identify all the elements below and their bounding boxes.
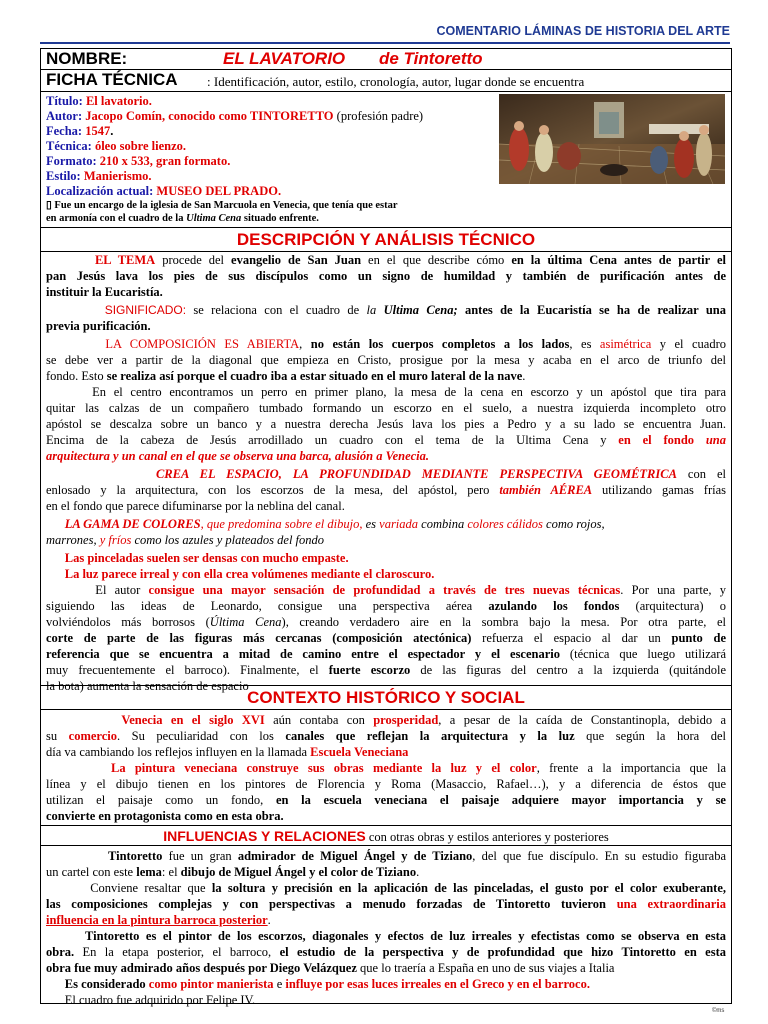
section-contexto-heading: CONTEXTO HISTÓRICO Y SOCIAL [40,686,732,710]
nombre-row [40,48,732,70]
document-header: COMENTARIO LÁMINAS DE HISTORIA DEL ARTE [436,24,730,38]
influencias-body: Tintoretto fue un gran admirador de Miguel Ángel y de Tiziano, del que fue discípulo. En su estudio figuraba un cartel con este lema: el dibujo de Miguel Ángel y el color de Tiziano. Conviene resaltar que la soltura y precisión en la aplicación de las pinceladas, el gusto por el color exuberante, las composiciones complejas y con perspectivas a menudo forzadas de Tintoretto tuvieron una extraordinaria influencia en la pintura barroca posterior. Tintoretto es el pintor de los escorzos, diagonales y efectos de luz irreales y efectistas como se observa en esta obra. En la etapa posterior, el barroco, el estudio de la perspectiva y de profundidad que hizo Tintoretto en esta obra fue muy admirado años después por Diego Velázquez que lo traería a España en uno de sus viajes a Italia Es considerado como pintor manierista e influye por esas luces irreales en el Greco y en el barroco. El cuadro fue adquirido por Felipe IV. [46,849,727,1007]
ficha-row [40,70,732,92]
obra-title: EL LAVATORIO [223,49,346,68]
obra-author: de Tintoretto [379,49,483,68]
footer-mark: ©ms [712,1008,725,1014]
fecha-line: Fecha: 1547. [46,124,114,138]
ficha-desc: : Identificación, autor, estilo, cronología, autor, lugar donde se encuentra [207,74,585,89]
painting-thumbnail [499,94,725,184]
ficha-label: FICHA TÉCNICA [46,70,178,89]
titulo-line: Título: El lavatorio. [46,94,152,108]
section-influencias-heading: INFLUENCIAS Y RELACIONES con otras obras y estilos anteriores y posteriores [40,826,732,846]
descripcion-body: EL TEMA procede del evangelio de San Juan en el que describe cómo en la última Cena antes de partir el pan Jesús lava los pies de sus discípulos como un signo de humildad y también de purificación antes de instituir la Eucaristía. SIGNIFICADO: se relaciona con el cuadro de la Ultima Cena; antes de la Eucaristía se ha de realizar una previa purificación. LA COMPOSICIÓN ES ABIERTA, no están los cuerpos completos a los lados, es asimétrica y el cuadro se debe ver a partir de la diagonal que empieza en Cristo, prosigue por la mesa y acaba en el arco de triunfo del fondo. Esto se realiza así porque el cuadro iba a estar situado en el muro lateral de la nave. En el centro encontramos un perro en primer plano, la mesa de la cena en escorzo y un apóstol que tira para quitar las calzas de un compañero tumbado formando un escorzo en el suelo, a nuestra izquierda incompleto otro apóstol se descalza sobre un banco y a nuestra derecha Jesús lava los pies a Pedro y a su lado se encuentra Juan. Encima de la cabeza de Jesús arrodillado un cuadro con el tema de la Ultima Cena y en el fondo una arquitectura y un canal en el que se observa una barca, alusión a Venecia. CREA EL ESPACIO, LA PROFUNDIDAD MEDIANTE PERSPECTIVA GEOMÉTRICA con el enlosado y la arquitectura, con los escorzos de la mesa, del apóstol, pero también AÉREA utilizando gamas frías en el fondo que parece difuminarse por la neblina del canal. LA GAMA DE COLORES, que predomina sobre el dibujo, es variada combina colores cálidos como rojos, marrones, y fríos como los azules y plateados del fondo Las pinceladas suelen ser densas con mucho empaste. La luz parece irreal y con ella crea volúmenes mediante el claroscuro. El autor consigue una mayor sensación de profundidad a través de tres nuevas técnicas. Por una parte, y siguiendo las ideas de Leonardo, consigue una perspectiva aérea azulando los fondos (arquitectura) o volviéndolos más borrosos (Última Cena), creando verdadero aire en la sombra bajo la mesa. Por otra parte, el corte de parte de las figuras más cercanas (composición atectónica) refuerza el espacio al dar un punto de referencia que se encuentra a mitad de camino entre el espectador y el escenario (técnica que luego utilizará muy frecuentemente el barroco). Finalmente, el fuerte escorzo de las figuras del centro a la izquierda (quitándole la bota) aumenta la sensación de espacio [46,253,727,693]
autor-line: Autor: Jacopo Comín, conocido como TINTORETTO (profesión padre) [46,109,424,123]
estilo-line: Estilo: Manierismo. [46,169,152,183]
nota-line-2: en armonía con el cuadro de la Ultima Cena situado enfrente. [46,213,319,224]
bullet-icon: ▯ [46,200,52,211]
localizacion-line: Localización actual: MUSEO DEL PRADO. [46,184,282,198]
formato-line: Formato: 210 x 533, gran formato. [46,154,231,168]
contexto-box [40,686,732,826]
nombre-label: NOMBRE: [46,49,128,68]
tecnica-line: Técnica: óleo sobre lienzo. [46,139,187,153]
contexto-body: Venecia en el siglo XVI aún contaba con prosperidad, a pesar de la caída de Constantinopla, debido a su comercio. Su peculiaridad con los canales que reflejan la arquitectura y la luz que según la hora del día va cambiando los reflejos influyen en la llamada Escuela Veneciana La pintura veneciana construye sus obras mediante la luz y el color, frente a la importancia que la línea y el dibujo tienen en los pintores de Florencia y Roma (Masaccio, Rafael…), y a diferencia de éstos que utilizan el paisaje como un fondo, en la escuela veneciana el paisaje adquiere mayor importancia y se convierte en protagonista como en esta obra. [46,713,727,823]
datos-panel [40,92,732,228]
section-descripcion-heading: DESCRIPCIÓN Y ANÁLISIS TÉCNICO [40,228,732,252]
descripcion-box [40,228,732,686]
header-rule [40,42,730,44]
nota-line-1: ▯ Fue un encargo de la iglesia de San Marcuola en Venecia, que tenía que estar [46,200,398,211]
